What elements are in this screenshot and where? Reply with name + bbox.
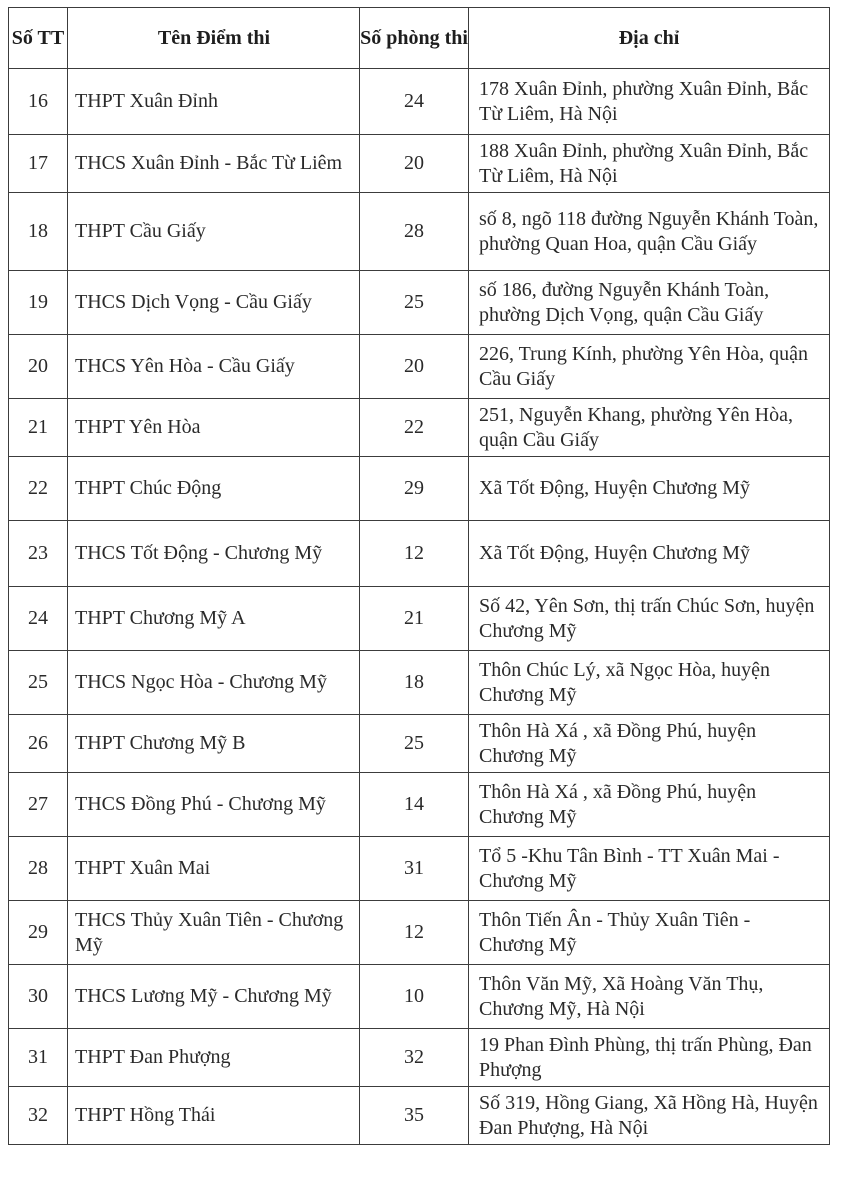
cell-rooms: 35 [360,1087,469,1145]
cell-no: 25 [9,651,68,715]
cell-address: Thôn Tiến Ân - Thủy Xuân Tiên - Chương Mỹ [469,901,830,965]
cell-name: THPT Đan Phượng [68,1029,360,1087]
cell-name: THPT Chương Mỹ B [68,715,360,773]
cell-no: 22 [9,457,68,521]
cell-name: THPT Chương Mỹ A [68,587,360,651]
cell-no: 23 [9,521,68,587]
cell-rooms: 20 [360,135,469,193]
cell-address: 226, Trung Kính, phường Yên Hòa, quận Cầu Giấy [469,335,830,399]
cell-rooms: 24 [360,69,469,135]
table-row [9,399,830,457]
cell-address: Thôn Hà Xá , xã Đồng Phú, huyện Chương Mỹ [469,773,830,837]
cell-address: 251, Nguyễn Khang, phường Yên Hòa, quận Cầu Giấy [469,399,830,457]
cell-rooms: 25 [360,715,469,773]
table-row [9,837,830,901]
cell-name: THCS Lương Mỹ - Chương Mỹ [68,965,360,1029]
cell-rooms: 14 [360,773,469,837]
header-rooms: Số phòng thi [360,8,469,69]
cell-no: 17 [9,135,68,193]
cell-address: Xã Tốt Động, Huyện Chương Mỹ [469,521,830,587]
cell-rooms: 22 [360,399,469,457]
cell-no: 28 [9,837,68,901]
header-address: Địa chỉ [469,8,830,69]
header-no: Số TT [9,8,68,69]
table-row [9,965,830,1029]
table-row [9,271,830,335]
cell-name: THCS Thủy Xuân Tiên - Chương Mỹ [68,901,360,965]
cell-address: số 186, đường Nguyễn Khánh Toàn, phường Dịch Vọng, quận Cầu Giấy [469,271,830,335]
table-row [9,773,830,837]
cell-address: Số 319, Hồng Giang, Xã Hồng Hà, Huyện Đan Phượng, Hà Nội [469,1087,830,1145]
header-name: Tên Điểm thi [68,8,360,69]
cell-address: Số 42, Yên Sơn, thị trấn Chúc Sơn, huyện Chương Mỹ [469,587,830,651]
cell-rooms: 28 [360,193,469,271]
cell-rooms: 10 [360,965,469,1029]
cell-address: Thôn Chúc Lý, xã Ngọc Hòa, huyện Chương Mỹ [469,651,830,715]
table-row [9,1029,830,1087]
cell-address: Tổ 5 -Khu Tân Bình - TT Xuân Mai - Chương Mỹ [469,837,830,901]
cell-name: THPT Xuân Mai [68,837,360,901]
cell-name: THPT Cầu Giấy [68,193,360,271]
table-row [9,651,830,715]
cell-rooms: 12 [360,901,469,965]
table-row [9,193,830,271]
cell-no: 26 [9,715,68,773]
table-row [9,457,830,521]
cell-address: Thôn Hà Xá , xã Đồng Phú, huyện Chương Mỹ [469,715,830,773]
cell-name: THCS Yên Hòa - Cầu Giấy [68,335,360,399]
table-row [9,69,830,135]
exam-venue-table [8,7,830,1145]
table-row [9,715,830,773]
cell-no: 27 [9,773,68,837]
cell-rooms: 18 [360,651,469,715]
cell-address: Thôn Văn Mỹ, Xã Hoàng Văn Thụ, Chương Mỹ, Hà Nội [469,965,830,1029]
cell-no: 20 [9,335,68,399]
table-row [9,901,830,965]
cell-name: THCS Xuân Đỉnh - Bắc Từ Liêm [68,135,360,193]
cell-rooms: 31 [360,837,469,901]
cell-no: 31 [9,1029,68,1087]
cell-address: 178 Xuân Đỉnh, phường Xuân Đỉnh, Bắc Từ Liêm, Hà Nội [469,69,830,135]
cell-name: THCS Đồng Phú - Chương Mỹ [68,773,360,837]
cell-rooms: 20 [360,335,469,399]
cell-address: 188 Xuân Đỉnh, phường Xuân Đỉnh, Bắc Từ Liêm, Hà Nội [469,135,830,193]
table-row [9,587,830,651]
cell-rooms: 21 [360,587,469,651]
cell-name: THPT Xuân Đỉnh [68,69,360,135]
cell-no: 16 [9,69,68,135]
cell-no: 18 [9,193,68,271]
cell-rooms: 32 [360,1029,469,1087]
cell-address: 19 Phan Đình Phùng, thị trấn Phùng, Đan Phượng [469,1029,830,1087]
cell-name: THPT Hồng Thái [68,1087,360,1145]
cell-no: 32 [9,1087,68,1145]
cell-name: THCS Dịch Vọng - Cầu Giấy [68,271,360,335]
cell-rooms: 25 [360,271,469,335]
table-row [9,335,830,399]
cell-name: THPT Chúc Động [68,457,360,521]
cell-rooms: 12 [360,521,469,587]
table-row [9,1087,830,1145]
table-row [9,521,830,587]
cell-name: THCS Ngọc Hòa - Chương Mỹ [68,651,360,715]
cell-rooms: 29 [360,457,469,521]
cell-no: 19 [9,271,68,335]
cell-address: Xã Tốt Động, Huyện Chương Mỹ [469,457,830,521]
cell-no: 21 [9,399,68,457]
table-header-row [9,8,830,69]
cell-no: 24 [9,587,68,651]
cell-no: 30 [9,965,68,1029]
cell-address: số 8, ngõ 118 đường Nguyễn Khánh Toàn, phường Quan Hoa, quận Cầu Giấy [469,193,830,271]
table-row [9,135,830,193]
cell-name: THPT Yên Hòa [68,399,360,457]
cell-name: THCS Tốt Động - Chương Mỹ [68,521,360,587]
cell-no: 29 [9,901,68,965]
